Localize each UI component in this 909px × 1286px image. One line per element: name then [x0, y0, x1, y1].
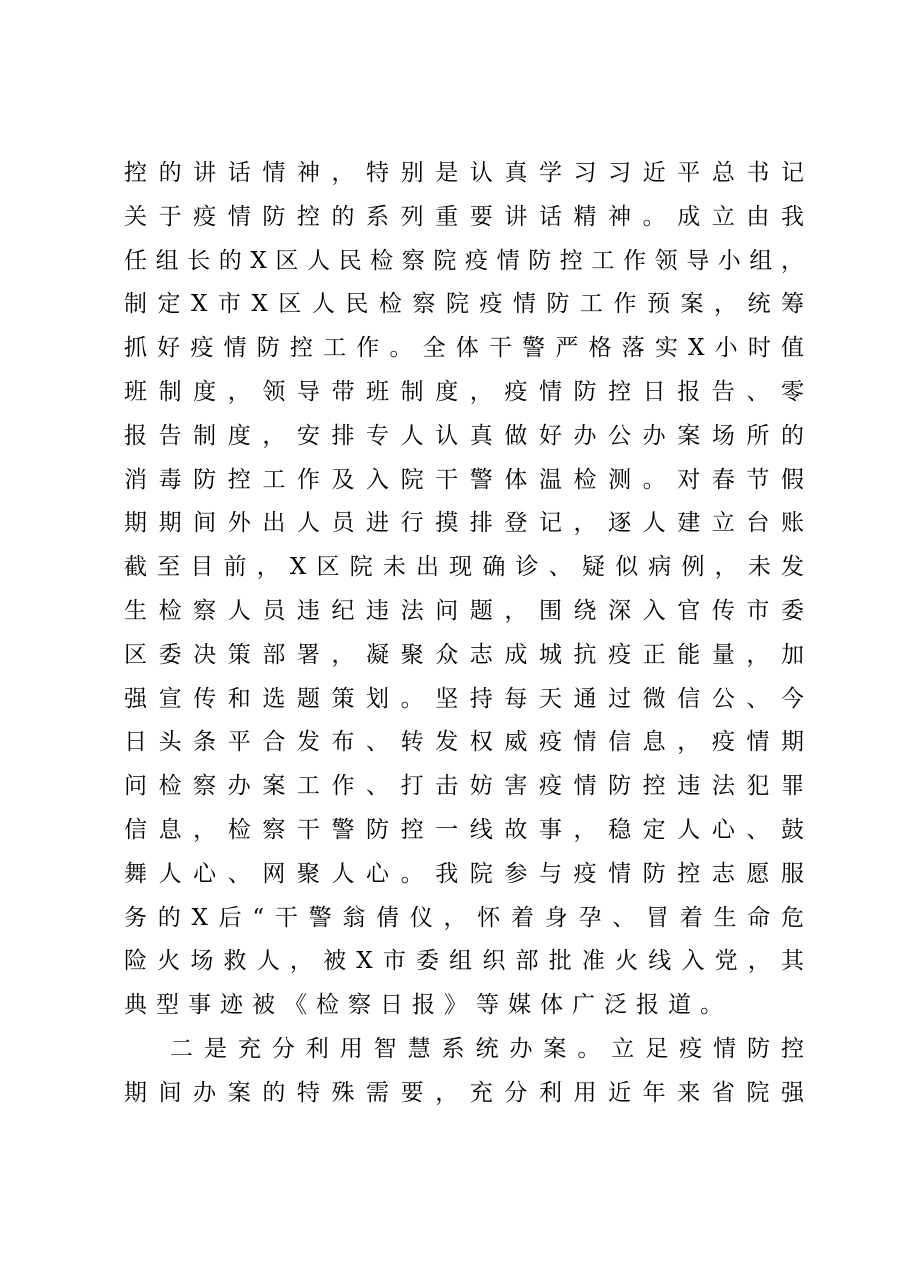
text-line: 期期间外出人员进行摸排登记，逐人建立台账: [124, 510, 804, 537]
text-line: 班制度，领导带班制度，疫情防控日报告、零: [124, 378, 804, 405]
text-line: 信息，检察干警防控一线故事，稳定人心、鼓: [124, 816, 804, 843]
text-line: 期间办案的特殊需要，充分利用近年来省院强: [124, 1079, 804, 1106]
text-line: 生检察人员违纪违法问题，围绕深入官传市委: [124, 597, 804, 624]
text-line: 舞人心、网聚人心。我院参与疫情防控志愿服: [124, 860, 804, 887]
text-line: 截至目前，X区院未出现确诊、疑似病例，未发: [124, 554, 804, 581]
text-line: 险火场救人，被X市委组织部批准火线入党，其: [124, 948, 804, 975]
body-text: [124, 152, 804, 1116]
text-line: 区委决策部署，凝聚众志成城抗疫正能量，加: [124, 641, 804, 668]
text-line: 报告制度，安排专人认真做好办公办案场所的: [124, 422, 804, 449]
text-line: 任组长的X区人民检察院疫情防控工作领导小组，: [124, 247, 804, 274]
text-line: 控的讲话情神，特别是认真学习习近平总书记: [124, 160, 804, 186]
paragraph-1: [124, 152, 804, 1028]
text-line: 典型事迹被《检察日报》等媒体广泛报道。: [124, 992, 732, 1019]
paragraph-2: [124, 1028, 804, 1116]
text-line: 问检察办案工作、打击妨害疫情防控违法犯罪: [124, 773, 804, 800]
text-line: 制定X市X区人民检察院疫情防工作预案，统筹: [124, 291, 804, 318]
text-line: 务的X后“干警翁倩仪，怀着身孕、冒着生命危: [124, 904, 804, 931]
text-line: 日头条平合发布、转发权威疫情信息，疫情期: [124, 729, 804, 756]
text-line: 消毒防控工作及入院干警体温检测。对春节假: [124, 466, 804, 493]
text-line: 抓好疫情防控工作。全体干警严格落实X小时值: [124, 335, 804, 362]
text-line: 关于疫情防控的系列重要讲话精神。成立由我: [124, 203, 804, 230]
text-line: 强宣传和选题策划。坚持每天通过微信公、今: [124, 685, 804, 712]
text-line: 二是充分利用智慧系统办案。立足疫情防控: [170, 1035, 804, 1062]
